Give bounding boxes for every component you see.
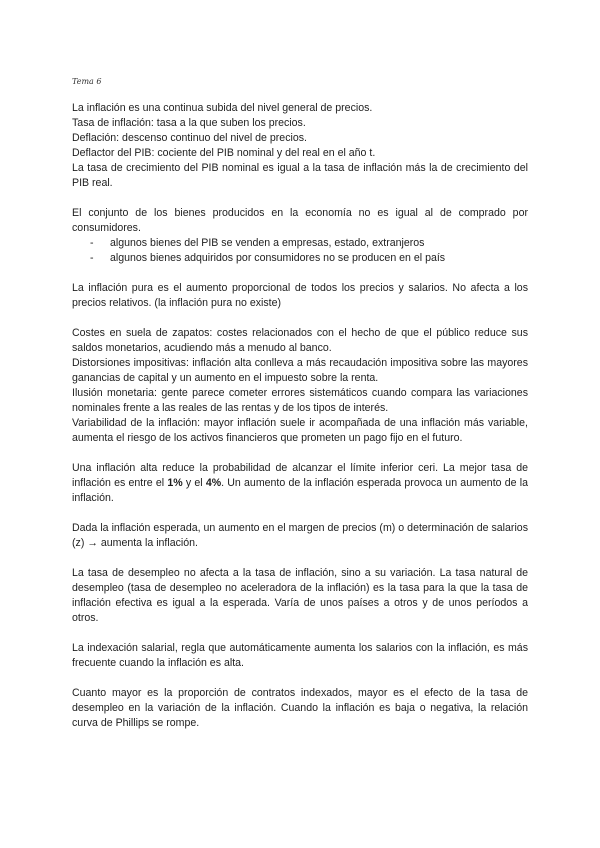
list-item: - algunos bienes del PIB se venden a empresas, estado, extranjeros bbox=[90, 236, 528, 251]
optimal-inflation-text-3: . Un aumento de la inflación esperada provoca un aumento de la inflación. bbox=[72, 477, 528, 504]
list-item: - algunos bienes adquiridos por consumidores no se producen en el país bbox=[90, 251, 528, 266]
unemployment-paragraph: La tasa de desempleo no afecta a la tasa de inflación, sino a su variación. La tasa natural de desempleo (tasa de desempleo no aceleradora de la inflación) es la tasa para la que la tasa de inflación efectiva es igual a la esperada. Varía de unos países a otros y de unos períodos a otros. bbox=[72, 567, 528, 624]
deflation-definition: Deflación: descenso continuo del nivel de precios. bbox=[72, 132, 307, 144]
document-body bbox=[72, 101, 528, 731]
wage-indexation-paragraph: La indexación salarial, regla que automáticamente aumenta los salarios con la inflación, es más frecuente cuando la inflación es alta. bbox=[72, 642, 528, 669]
shoe-leather-costs: Costes en suela de zapatos: costes relacionados con el hecho de que el público reduce sus saldos monetarios, acudiendo más a menudo al banco. bbox=[72, 327, 528, 354]
inflation-rate-definition: Tasa de inflación: tasa a la que suben los precios. bbox=[72, 117, 306, 129]
optimal-inflation-text-2: y el bbox=[182, 477, 206, 489]
markup-paragraph: Dada la inflación esperada, un aumento en el margen de precios (m) o determinación de salarios (z) → aumenta la inflación. bbox=[72, 522, 528, 549]
tax-distortions: Distorsiones impositivas: inflación alta conlleva a más recaudación impositiva sobre las mayores ganancias de capital y un aumento en el impuesto sobre la renta. bbox=[72, 357, 528, 384]
inflation-variability: Variabilidad de la inflación: mayor inflación suele ir acompañada de una inflación más variable, aumenta el riesgo de los activos financieros que prometen un pago fijo en el futuro. bbox=[72, 417, 528, 444]
goods-set-paragraph: El conjunto de los bienes producidos en la economía no es igual al de comprado por consumidores. bbox=[72, 207, 528, 234]
gdp-deflator-definition: Deflactor del PIB: cociente del PIB nominal y del real en el año t. bbox=[72, 147, 376, 159]
optimal-inflation-paragraph bbox=[72, 461, 528, 506]
money-illusion: Ilusión monetaria: gente parece cometer errores sistemáticos cuando compara las variaciones nominales frente a las reales de las rentas y de los tipos de interés. bbox=[72, 387, 528, 414]
optimal-inflation-upper-bound: 4% bbox=[205, 477, 222, 489]
pure-inflation-paragraph: La inflación pura es el aumento proporcional de todos los precios y salarios. No afecta a los precios relativos. (la inflación pura no existe) bbox=[72, 282, 528, 309]
phillips-curve-paragraph: Cuanto mayor es la proporción de contratos indexados, mayor es el efecto de la tasa de desempleo en la variación de la inflación. Cuando la inflación es baja o negativa, la relación curva de Phillips se rompe. bbox=[72, 687, 528, 729]
optimal-inflation-text-1: Una inflación alta reduce la probabilidad de alcanzar el límite inferior ceri. La mejor tasa de inflación es entre el bbox=[72, 462, 528, 489]
optimal-inflation-lower-bound: 1% bbox=[167, 477, 183, 489]
goods-bullet-list bbox=[72, 236, 528, 266]
topic-label: Tema 6 bbox=[72, 77, 102, 86]
inflation-definition: La inflación es una continua subida del nivel general de precios. bbox=[72, 102, 373, 114]
nominal-gdp-growth-note: La tasa de crecimiento del PIB nominal es igual a la tasa de inflación más la de crecimiento del PIB real. bbox=[72, 162, 528, 189]
